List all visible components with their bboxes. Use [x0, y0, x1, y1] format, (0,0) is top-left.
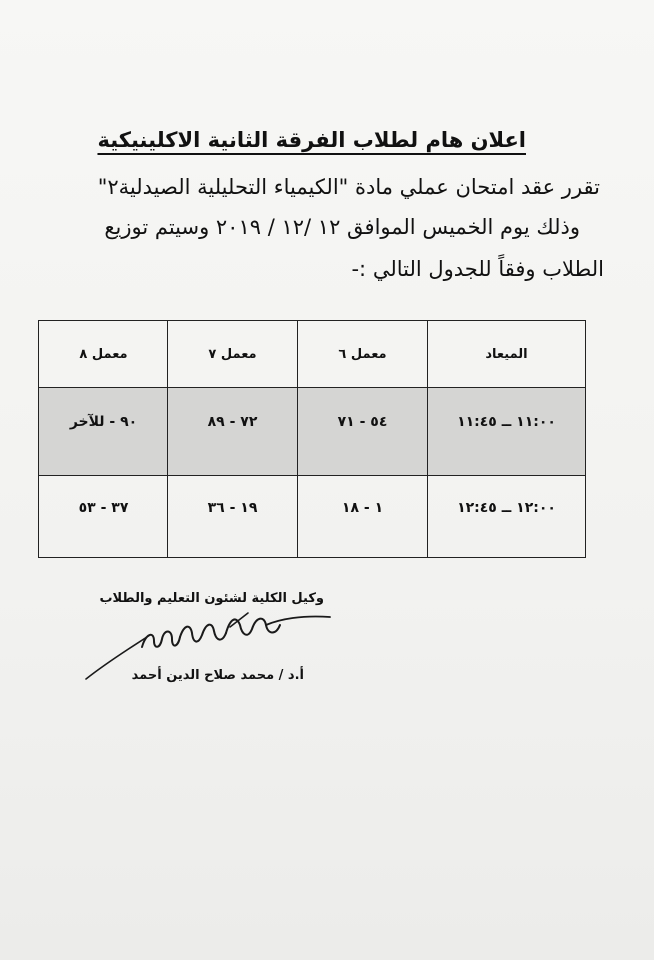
- header-time: الميعاد: [427, 321, 585, 387]
- table-row: [39, 387, 585, 475]
- header-lab-7: معمل ٧: [167, 321, 297, 387]
- table-row: [39, 475, 585, 557]
- table-cell: ٥٤ - ٧١: [297, 388, 427, 475]
- table-cell: ٩٠ - للآخر: [69, 414, 138, 430]
- header-lab-6: معمل ٦: [297, 321, 427, 387]
- body-line-3: الطلاب وفقاً للجدول التالي :-: [351, 257, 604, 281]
- table-cell: ١ - ١٨: [297, 476, 427, 557]
- table-cell: ٧٢ - ٨٩: [167, 388, 297, 475]
- signer-name: أ.د / محمد صلاح الدين أحمد: [131, 668, 304, 683]
- signer-role: وكيل الكلية لشئون التعليم والطلاب: [99, 591, 324, 606]
- announcement-title: اعلان هام لطلاب الفرقة الثانية الاكلينيكية: [97, 128, 526, 152]
- table-cell: ١٢:٠٠ ــ ١٢:٤٥: [427, 476, 585, 557]
- body-line-2: وذلك يوم الخميس الموافق ١٢ /١٢ / ٢٠١٩ وسيتم توزيع: [104, 215, 580, 239]
- table-cell: ١٩ - ٣٦: [167, 476, 297, 557]
- table-header-row: [39, 321, 585, 387]
- header-lab-8: معمل ٨: [79, 347, 128, 362]
- body-line-1: تقرر عقد امتحان عملي مادة "الكيمياء التحليلية الصيدلية٢": [97, 175, 600, 199]
- table-cell: ٣٧ - ٥٣: [78, 500, 129, 516]
- table-cell: ١١:٠٠ ــ ١١:٤٥: [427, 388, 585, 475]
- schedule-table: [38, 320, 586, 558]
